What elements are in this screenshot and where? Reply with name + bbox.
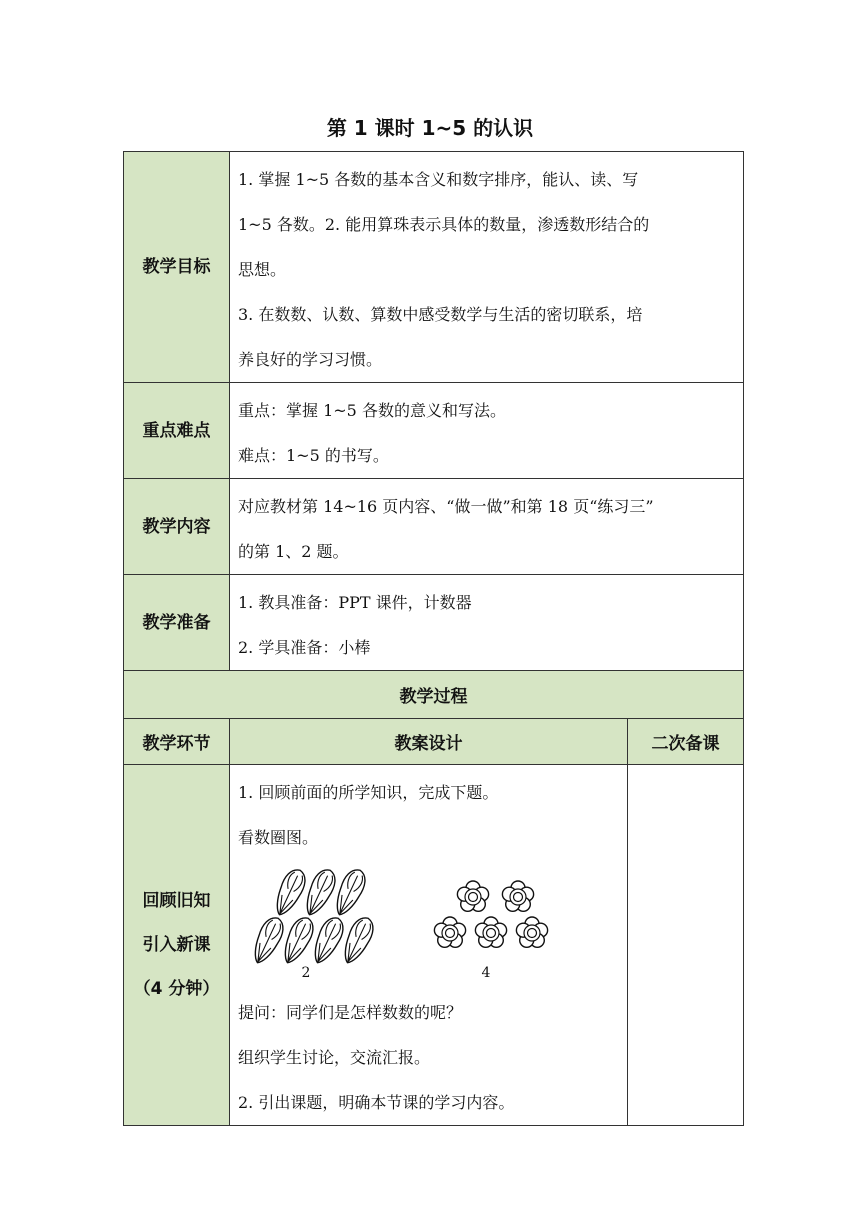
col-header-revision: 二次备课 — [628, 719, 744, 765]
cabbage-number: 2 — [301, 965, 311, 981]
process-header-row — [124, 671, 744, 719]
process-header: 教学过程 — [124, 671, 744, 719]
content-label — [124, 479, 230, 575]
goals-line: 1~5 各数。2. 能用算珠表示具体的数量，渗透数形结合的 — [238, 215, 650, 234]
key-points-line: 难点：1~5 的书写。 — [238, 446, 389, 465]
key-points-label-text: 重点难点 — [142, 420, 211, 441]
review-label-line: 回顾旧知 — [142, 891, 211, 911]
review-line: 2. 引出课题，明确本节课的学习内容。 — [238, 1093, 515, 1112]
col-header-design: 教案设计 — [230, 719, 628, 765]
page-title: 第 1 课时 1~5 的认识 — [326, 116, 534, 140]
goals-content — [230, 152, 744, 383]
review-label-line: （4 分钟） — [133, 979, 220, 999]
key-points-label — [124, 383, 230, 479]
review-revision-cell — [628, 765, 744, 1126]
content-label-text: 教学内容 — [142, 516, 211, 537]
goals-line: 思想。 — [238, 260, 287, 279]
lesson-plan-table — [123, 151, 744, 1126]
goals-line: 养良好的学习习惯。 — [238, 350, 383, 369]
content-content — [230, 479, 744, 575]
goals-label-text: 教学目标 — [142, 257, 211, 277]
goals-row — [124, 152, 744, 383]
counting-figure — [238, 860, 619, 990]
review-line: 1. 回顾前面的所学知识，完成下题。 — [238, 783, 499, 802]
flower-group — [434, 881, 547, 947]
prep-content — [230, 575, 744, 671]
review-line: 组织学生讨论，交流汇报。 — [238, 1048, 431, 1067]
prep-label — [124, 575, 230, 671]
review-content — [230, 765, 628, 1126]
goals-line: 1. 掌握 1~5 各数的基本含义和数字排序，能认、读、写 — [238, 170, 639, 189]
goals-line: 3. 在数数、认数、算数中感受数学与生活的密切联系，培 — [238, 305, 643, 324]
review-line: 看数圈图。 — [238, 828, 319, 847]
column-header-row — [124, 719, 744, 765]
review-line: 提问：同学们是怎样数数的呢？ — [238, 1003, 463, 1022]
key-points-row — [124, 383, 744, 479]
key-points-line: 重点：掌握 1~5 各数的意义和写法。 — [238, 401, 506, 420]
prep-label-text: 教学准备 — [142, 612, 211, 633]
prep-line: 2. 学具准备：小棒 — [238, 638, 371, 657]
review-label — [124, 765, 230, 1126]
review-row — [124, 765, 744, 1126]
key-points-content — [230, 383, 744, 479]
content-line: 的第 1、2 题。 — [238, 542, 349, 561]
cabbage-group — [248, 866, 378, 967]
review-label-line: 引入新课 — [142, 935, 211, 955]
prep-line: 1. 教具准备：PPT 课件，计数器 — [238, 593, 472, 612]
content-line: 对应教材第 14~16 页内容、“做一做”和第 18 页“练习三” — [238, 497, 654, 516]
col-header-stage: 教学环节 — [124, 719, 230, 765]
content-row — [124, 479, 744, 575]
flower-number: 4 — [481, 965, 491, 981]
prep-row — [124, 575, 744, 671]
goals-label — [124, 152, 230, 383]
